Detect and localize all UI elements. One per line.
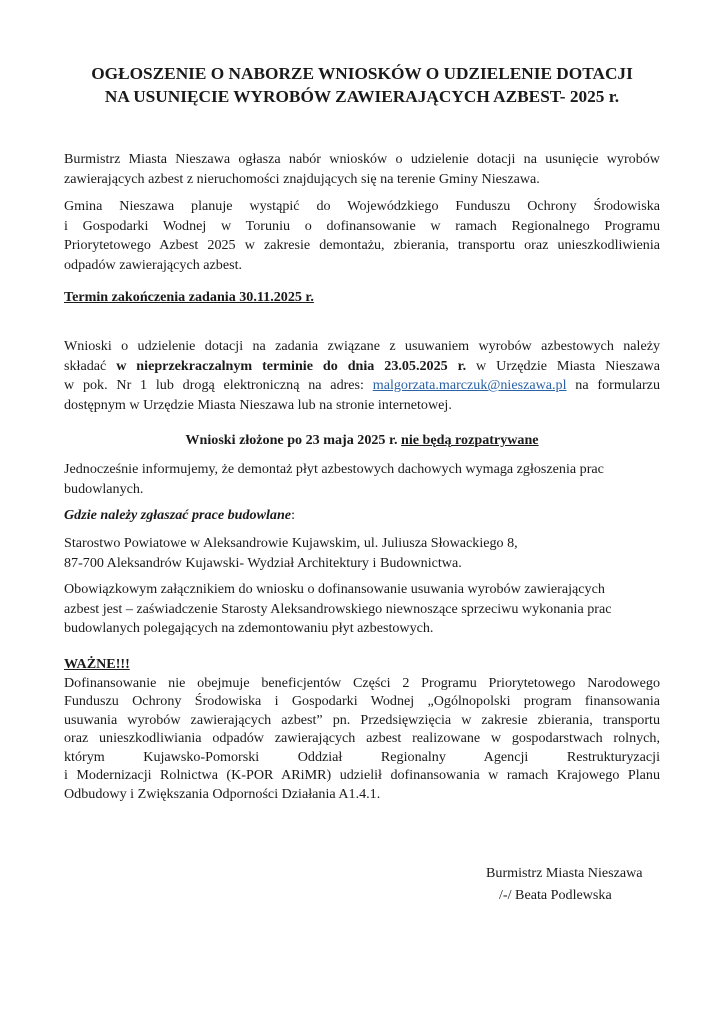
email-link[interactable]: malgorzata.marczuk@nieszawa.pl: [372, 377, 567, 393]
signature-title: Burmistrz Miasta Nieszawa: [486, 865, 643, 881]
important-line-4: oraz unieszkodliwiania odpadów zawierających azbest realizowane w gospodarstwach rolnych,: [64, 730, 660, 746]
attachment-line-1: Obowiązkowym załącznikiem do wniosku o dofinansowanie usuwania wyrobów zawierających: [64, 581, 605, 597]
intro-paragraph: [64, 150, 660, 189]
signature-block: [486, 862, 643, 906]
building-paragraph: [64, 460, 660, 499]
signature-name: /-/ Beata Podlewska: [499, 887, 612, 903]
applications-line-2-start: składać: [64, 357, 117, 374]
important-line-1: Dofinansowanie nie obejmuje beneficjentów Części 2 Programu Priorytetowego Narodowego: [64, 674, 660, 691]
attachment-line-2: azbest jest – zaświadczenie Starosty Aleksandrowskiego niewnoszące sprzeciwu wykonania prac: [64, 600, 612, 617]
office-paragraph: [64, 534, 660, 573]
building-line-1: Jednocześnie informujemy, że demontaż płyt azbestowych dachowych wymaga zgłoszenia prac: [64, 461, 604, 477]
announcement-title: [40, 62, 684, 108]
applications-line-3-start: w pok. Nr 1 lub drogą elektroniczną na adres:: [64, 377, 373, 393]
intro-line-1: Burmistrz Miasta Nieszawa ogłasza nabór wniosków o udzielenie dotacji na usunięcie wyrobów: [64, 151, 660, 167]
deadline-paragraph: [64, 288, 660, 308]
important-line-7: Odbudowy i Zwiększania Odporności Działania A1.4.1.: [64, 785, 381, 802]
applications-line-2: [64, 357, 660, 377]
important-line-3: usuwania wyrobów zawierających azbest” pn. Przedsięwzięcia w zakresie zbierania, transportu: [64, 711, 660, 728]
important-line-2: Funduszu Ochrony Środowiska i Gospodarki Wodnej „Ogólnopolski program finansowania: [64, 693, 660, 709]
applications-line-3: [64, 376, 660, 396]
office-line-2: 87-700 Aleksandrów Kujawski- Wydział Architektury i Budownictwa.: [64, 554, 462, 571]
where-question: Gdzie należy zgłaszać prace budowlane: [64, 507, 292, 523]
program-line-1: Gmina Nieszawa planuje wystąpić do Wojewódzkiego Funduszu Ochrony Środowiska: [64, 198, 660, 214]
program-line-3: Priorytetowego Azbest 2025 w zakresie demontażu, zbierania, transportu oraz unieszkodliwienia: [64, 237, 660, 253]
program-line-4: odpadów zawierających azbest.: [64, 256, 243, 273]
late-notice-warning: nie będą rozpatrywane: [401, 432, 539, 448]
important-section: [64, 655, 660, 803]
applications-line-4: dostępnym w Urzędzie Miasta Nieszawa lub na stronie internetowej.: [64, 396, 452, 413]
applications-line-3-end: na formularzu: [566, 377, 660, 393]
deadline-date-text: w nieprzekraczalnym terminie do dnia 23.05.2025 r.: [116, 357, 467, 374]
applications-line-2-end: w Urzędzie Miasta Nieszawa: [466, 357, 660, 374]
office-line-1: Starostwo Powiatowe w Aleksandrowie Kujawskim, ul. Juliusza Słowackiego 8,: [64, 535, 518, 551]
building-line-2: budowlanych.: [64, 480, 144, 497]
applications-line-1: Wnioski o udzielenie dotacji na zadania związane z usuwaniem wyrobów azbestowych należy: [64, 338, 660, 354]
important-heading: WAŻNE!!!: [64, 656, 130, 672]
title-line-1: OGŁOSZENIE O NABORZE WNIOSKÓW O UDZIELENIE DOTACJI: [91, 64, 633, 83]
program-paragraph: [64, 197, 660, 275]
attachment-line-3: budowlanych polegających na zdemontowaniu płyt azbestowych.: [64, 620, 434, 636]
important-line-6: i Modernizacji Rolnictwa (K-POR ARiMR) udzielił dofinansowania w ramach Krajowego Planu: [64, 767, 660, 783]
where-heading: [64, 506, 660, 526]
applications-paragraph: [64, 337, 660, 415]
title-line-2: NA USUNIĘCIE WYROBÓW ZAWIERAJĄCYCH AZBEST- 2025 r.: [104, 87, 620, 106]
where-colon: :: [291, 507, 295, 523]
late-notice-text: Wnioski złożone po 23 maja 2025 r.: [185, 432, 402, 448]
deadline-text: Termin zakończenia zadania 30.11.2025 r.: [64, 289, 314, 305]
program-line-2: i Gospodarki Wodnej w Toruniu o dofinansowanie w ramach Regionalnego Programu: [64, 217, 660, 234]
attachment-paragraph: [64, 580, 660, 639]
late-notice: [64, 431, 660, 451]
intro-line-2: zawierających azbest z nieruchomości znajdujących się na terenie Gminy Nieszawa.: [64, 170, 540, 187]
important-line-5: którym Kujawsko-Pomorski Oddział Regionalny Agencji Restrukturyzacji: [64, 748, 660, 765]
